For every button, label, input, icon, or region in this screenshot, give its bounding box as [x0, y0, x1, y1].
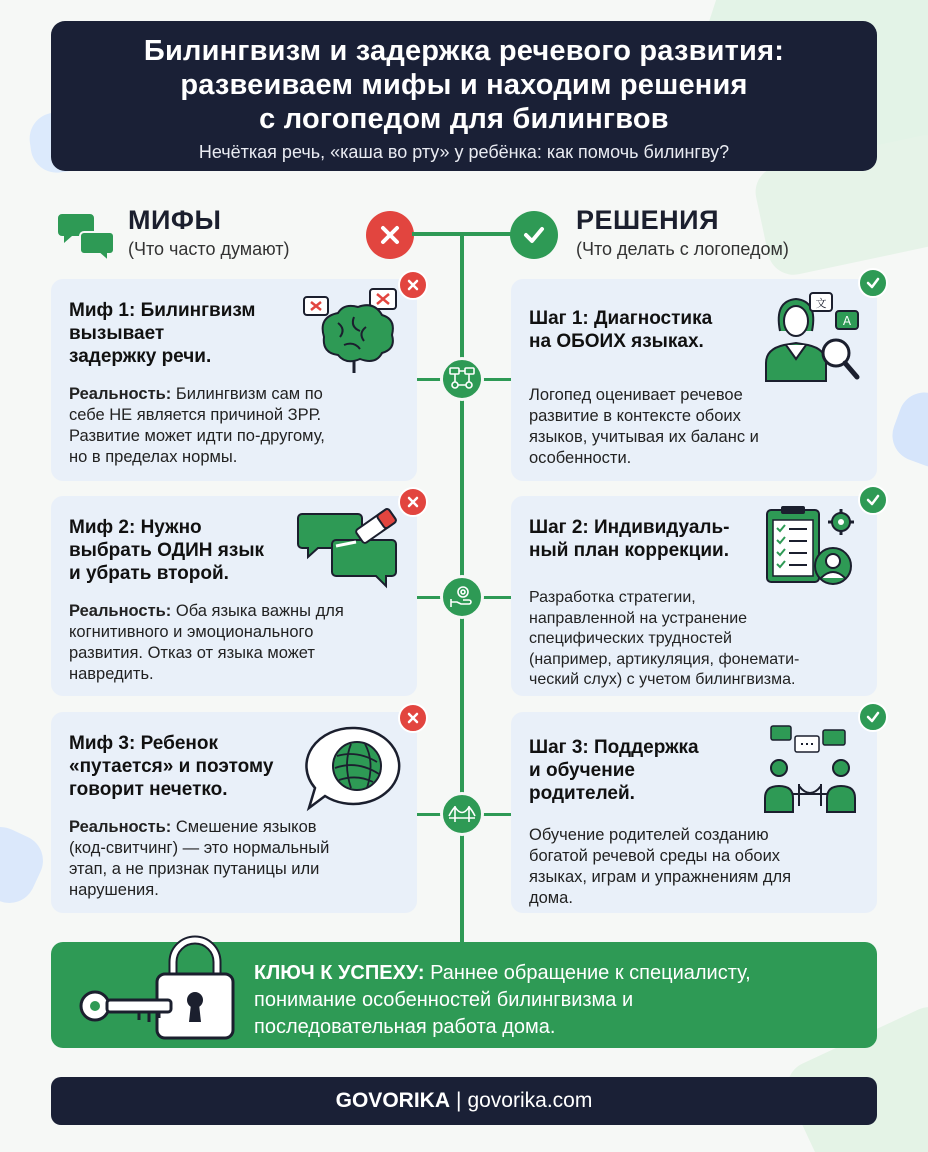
step-text-line: Логопед оценивает речевое — [529, 386, 743, 404]
myth-reality — [69, 601, 399, 685]
lock-key-icon — [77, 930, 247, 1053]
page-title — [51, 34, 877, 136]
x-icon — [366, 211, 414, 259]
myth-card-2 — [51, 496, 417, 696]
step-text-line: дома. — [529, 889, 573, 907]
checklist-gear-icon — [763, 504, 863, 595]
step-text-line: богатой речевой среды на обоих — [529, 847, 781, 865]
background-shape — [885, 385, 928, 475]
step-text-line: Обучение родителей созданию — [529, 826, 769, 844]
step-text-line: языков, учитывая их баланс и — [529, 428, 759, 446]
step-text-line: направленной на устранение — [529, 609, 748, 627]
check-icon — [858, 702, 888, 732]
myth-title-line: Миф 1: Билингвизм — [69, 300, 256, 321]
title-line: с логопедом для билингвов — [259, 103, 669, 135]
brain-icon — [296, 287, 406, 382]
page-subtitle: Нечёткая речь, «каша во рту» у ребёнка: как помочь билингву? — [198, 142, 730, 162]
bridge-icon — [440, 792, 484, 836]
myth-reality — [69, 817, 399, 901]
reality-line: развития. Отказ от языка может — [69, 644, 315, 662]
myth-title-line: «путается» и поэтому — [69, 756, 274, 777]
solutions-note: (Что делать с логопедом) — [576, 239, 789, 259]
step-text-line: развитие в контексте обоих — [529, 407, 741, 425]
reality-line: Оба языка важны для — [171, 602, 344, 620]
key-to-success-text — [254, 960, 864, 1041]
myth-title-line: вызывает — [69, 323, 165, 344]
check-icon — [858, 485, 888, 515]
yarn-ball-icon — [301, 724, 411, 819]
myth-title-line: Миф 3: Ребенок — [69, 733, 218, 754]
step-title-line: Шаг 2: Индивидуаль- — [529, 517, 730, 538]
reality-line: (код-свитчинг) — это нормальный — [69, 839, 330, 857]
reality-line: этап, а не признак путаницы или — [69, 860, 320, 878]
parents-bridge-icon — [761, 722, 861, 819]
reality-line: себе НЕ является причиной ЗРР. — [69, 406, 322, 424]
check-icon — [510, 211, 558, 259]
step-card-3 — [511, 712, 877, 913]
step-text-line: ческий слух) с учетом билингвизма. — [529, 671, 796, 688]
reality-line: Развитие может идти по-другому, — [69, 427, 325, 445]
step-title-line: ный план коррекции. — [529, 540, 730, 561]
myth-title-line: говорит нечетко. — [69, 779, 228, 800]
reality-line: нарушения. — [69, 881, 159, 899]
reality-line: когнитивного и эмоционального — [69, 623, 314, 641]
step-text-line: языках, играм и упражнениям для — [529, 868, 792, 886]
brand-site-link[interactable]: govorika.com — [467, 1089, 593, 1112]
brand-footer — [51, 1077, 877, 1125]
x-icon — [398, 703, 428, 733]
key-text-line: понимание особенностей билингвизма и — [254, 989, 634, 1011]
myths-note: (Что часто думают) — [128, 239, 290, 259]
x-icon — [398, 270, 428, 300]
solutions-header — [576, 205, 789, 260]
step-text-line: особенности. — [529, 449, 632, 467]
reality-line: навредить. — [69, 665, 154, 683]
reality-line: Смешение языков — [171, 818, 317, 836]
key-text-line: последовательная работа дома. — [254, 1016, 556, 1038]
step-title-line: Шаг 3: Поддержка — [529, 737, 699, 758]
step-text-line: Разработка стратегии, — [529, 589, 696, 606]
background-shape — [0, 818, 52, 911]
reality-label: Реальность: — [69, 818, 172, 836]
step-title-line: и обучение — [529, 760, 635, 781]
myth-card-3 — [51, 712, 417, 913]
reality-label: Реальность: — [69, 602, 172, 620]
header-banner — [51, 21, 877, 171]
speech-bubbles-eraser-icon — [296, 506, 406, 599]
myth-title-line: задержку речи. — [69, 346, 212, 367]
step-text — [529, 825, 859, 909]
brand-name: GOVORIKA — [335, 1089, 450, 1112]
key-text-line: Раннее обращение к специалисту, — [424, 962, 751, 984]
myth-title-line: и убрать второй. — [69, 563, 229, 584]
step-text — [529, 385, 859, 469]
x-icon — [398, 487, 428, 517]
reality-label: Реальность: — [69, 385, 172, 403]
step-text-line: специфических трудностей — [529, 630, 732, 647]
reality-line: но в пределах нормы. — [69, 448, 238, 466]
specialist-magnifier-icon — [756, 291, 866, 388]
key-to-success-banner — [51, 942, 877, 1048]
check-icon — [858, 268, 888, 298]
myths-header — [128, 205, 290, 260]
myths-title: МИФЫ — [128, 205, 222, 235]
myth-title-line: Миф 2: Нужно — [69, 517, 202, 538]
hand-gear-icon — [440, 575, 484, 619]
myth-card-1 — [51, 279, 417, 481]
myth-title-line: выбрать ОДИН язык — [69, 540, 265, 561]
step-card-1 — [511, 279, 877, 481]
reality-line: Билингвизм сам по — [171, 385, 323, 403]
myth-reality — [69, 384, 399, 468]
step-title-line: на ОБОИХ языках. — [529, 331, 704, 352]
key-label: КЛЮЧ К УСПЕХУ: — [254, 962, 425, 984]
step-title-line: родителей. — [529, 783, 635, 804]
brand-separator: | — [455, 1089, 462, 1112]
title-line: Билингвизм и задержка речевого развития: — [143, 35, 785, 67]
svg-text:A: A — [842, 314, 852, 328]
svg-text:文: 文 — [815, 297, 827, 310]
step-text — [529, 588, 859, 691]
title-line: развеиваем мифы и находим решения — [180, 69, 748, 101]
network-icon — [440, 357, 484, 401]
solutions-title: РЕШЕНИЯ — [576, 205, 719, 235]
chat-bubbles-icon — [58, 208, 118, 263]
step-title-line: Шаг 1: Диагностика — [529, 308, 713, 329]
step-text-line: (например, артикуляция, фонемати- — [529, 650, 800, 668]
step-card-2 — [511, 496, 877, 696]
